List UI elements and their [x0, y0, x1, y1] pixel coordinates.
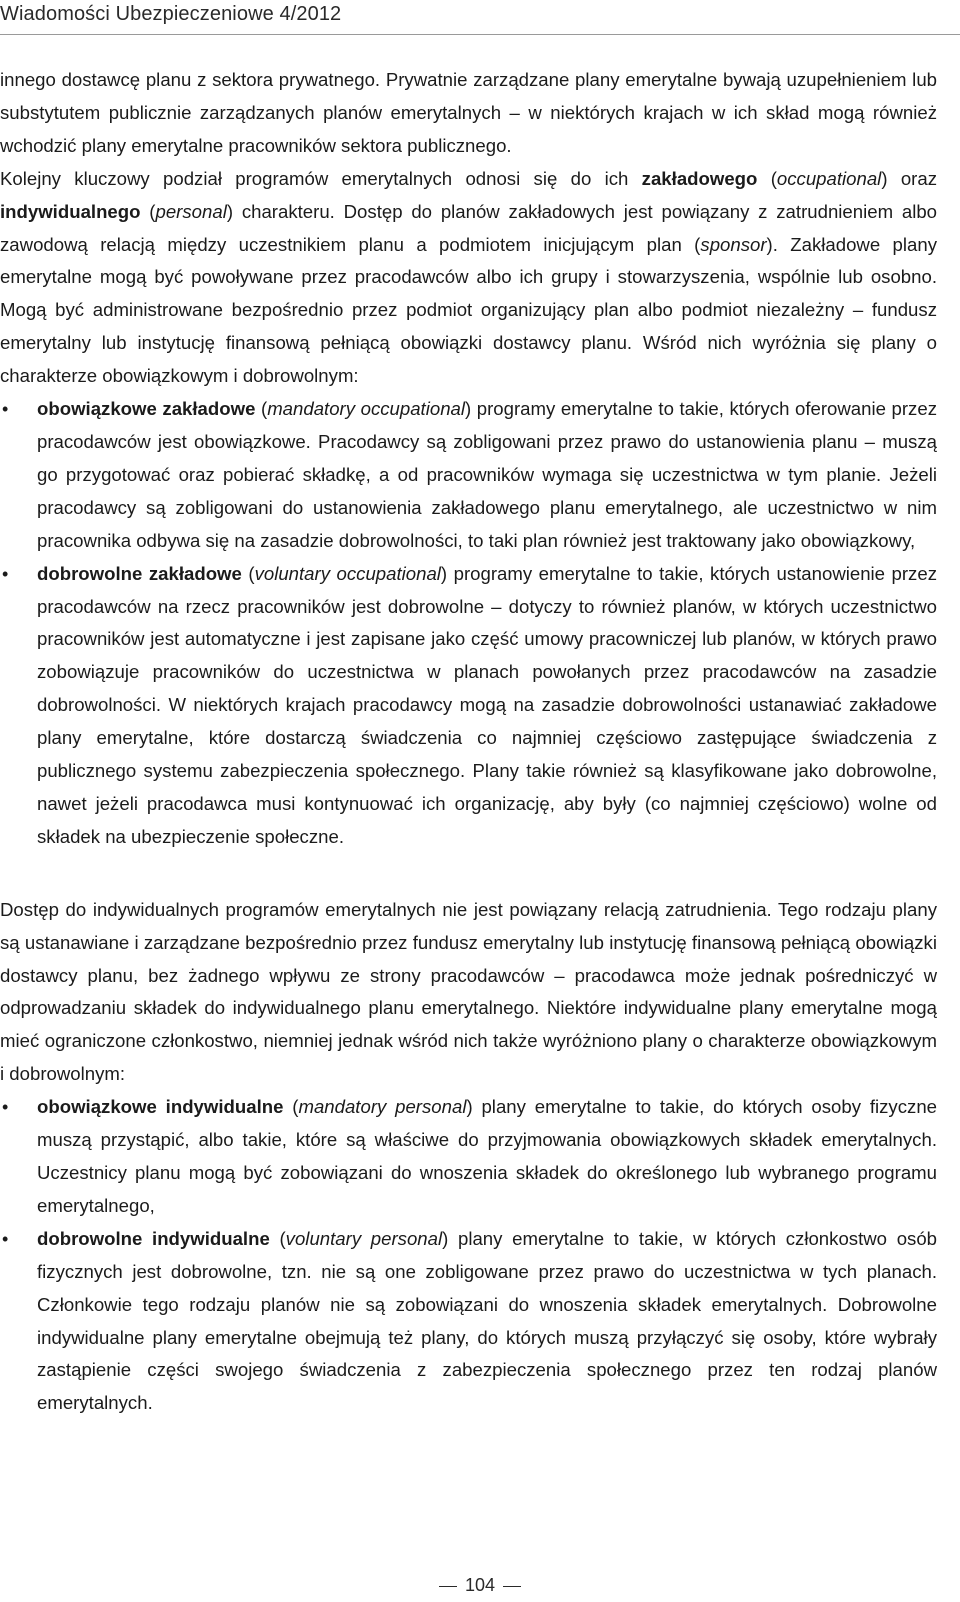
list-item-text: ) programy emerytalne to takie, których ustanowienie przez pracodawców na rzecz pracowników jest dobrowolne – dotyczy to również planów, w których uczestnictwo pracowników jest automatyczne i jest zapisane jako część umowy pracowniczej lub planów, w których prawo zobowiązuje pracowników do uczestnictwa w planach powołanych przez pracodawców na zasadzie dobrowolności. W niektórych krajach pracodawcy mogą na zasadzie dobrowolności ustanawiać zakładowe plany emerytalne, które dostarczą świadczenia co najmniej częściowo zastępujące świadczenia z publicznego systemu zabezpieczenia społecznego. Plany takie również są klasyfikowane jako dobrowolne, nawet jeżeli pracodawca musi kontynuować ich organizację, aby były (co najmniej częściowo) wolne od składek na ubezpieczenie społeczne.	[37, 562, 937, 847]
list-item-term-english: voluntary personal	[285, 1227, 443, 1249]
list-item-mandatory-occupational	[0, 393, 937, 558]
bullet-icon: •	[2, 1228, 9, 1249]
page-body	[0, 64, 937, 1420]
bullet-icon: •	[2, 1097, 9, 1118]
paragraph-intro: innego dostawcę planu z sektora prywatnego. Prywatnie zarządzane plany emerytalne bywają uzupełnieniem lub substytutem publicznie zarządzanych planów emerytalnych – w niektórych krajach w ich skład mogą również wchodzić plany emerytalne pracowników sektora publicznego.	[0, 69, 937, 156]
list-item-term: dobrowolne zakładowe	[37, 562, 242, 584]
text-run: (	[283, 1096, 299, 1118]
text-run: ). Zakładowe plany emerytalne mogą być powoływane przez pracodawców albo ich grupy i stowarzyszenia, wspólnie lub osobno. Mogą być administrowane bezpośrednio przez podmiot organizujący plan albo podmiot niezależny – fundusz emerytalny lub instytucję finansową pełniącą obowiązki dostawcy planu. Wśród nich wyróżnia się plany o charakterze obowiązkowym i dobrowolnym:	[0, 233, 938, 387]
list-item-term: obowiązkowe indywidualne	[37, 1096, 284, 1118]
text-run: Kolejny kluczowy podział programów emerytalnych odnosi się do ich	[0, 167, 642, 189]
list-item-mandatory-personal	[0, 1091, 937, 1223]
text-run: (	[255, 398, 268, 420]
list-item-term: dobrowolne indywidualne	[37, 1227, 270, 1249]
text-run: ) oraz	[881, 167, 937, 189]
list-item-text: ) programy emerytalne to takie, których oferowanie przez pracodawców jest obowiązkowe. Pracodawcy są zobligowani przez prawo do ustanowienia planu – muszą go przygotować oraz pobierać składkę, a od pracowników wymaga się uczestnictwa w tym planie. Jeżeli pracodawcy są zobligowani do ustanowienia zakładowego planu emerytalnego, ale uczestnictwo w nim pracownika odbywa się na zasadzie dobrowolności, to taki plan również jest traktowany jako obowiązkowy,	[37, 398, 937, 551]
text-run: (	[140, 200, 156, 222]
journal-title: Wiadomości Ubezpieczeniowe 4/2012	[0, 3, 342, 25]
text-run: (	[241, 562, 255, 584]
page-number: 104	[464, 1575, 496, 1595]
term-sponsor-english: sponsor	[700, 233, 767, 255]
occupational-types-list	[0, 393, 937, 854]
list-item-text: ) plany emerytalne to takie, do których osoby fizyczne muszą przystąpić, albo takie, które są właściwe do przyjmowania obowiązkowych składek emerytalnych. Uczestnicy planu mogą być zobowiązani do wnoszenia składek do określonego lub wybranego programu emerytalnego,	[37, 1096, 937, 1216]
term-individual-bold: indywidualnego	[0, 200, 141, 222]
footer-dash-right	[503, 1586, 521, 1587]
list-item-text: ) plany emerytalne to takie, w których członkostwo osób fizycznych jest dobrowolne, tzn. nie są one zobligowane przez prawo do uczestnictwa w tych planach. Członkowie tego rodzaju planów nie są zobowiązani do wnoszenia składek emerytalnych. Dobrowolne indywidualne plany emerytalne obejmują też plany, do których muszą przyłączyć się osoby, które wybrały zastąpienie części swojego świadczenia z zabezpieczenia społecznego przez ten rodzaj planów emerytalnych.	[37, 1227, 938, 1414]
page-header	[0, 0, 960, 35]
list-item-voluntary-personal	[0, 1223, 937, 1420]
list-item-term-english: mandatory occupational	[267, 398, 466, 420]
bullet-icon: •	[2, 563, 9, 584]
bullet-icon: •	[2, 399, 9, 420]
list-item-voluntary-occupational	[0, 558, 937, 854]
text-run: (	[269, 1227, 286, 1249]
list-item-term-english: mandatory personal	[298, 1096, 467, 1118]
term-occupational-bold: zakładowego	[641, 167, 758, 189]
section-gap	[0, 854, 937, 894]
text-run: (	[757, 167, 777, 189]
list-item-term: obowiązkowe zakładowe	[37, 398, 256, 420]
paragraph-occupational-personal	[0, 163, 937, 393]
list-item-term-english: voluntary occupational	[254, 562, 441, 584]
footer-dash-left	[439, 1586, 457, 1587]
paragraph-individual: Dostęp do indywidualnych programów emerytalnych nie jest powiązany relacją zatrudnienia. Tego rodzaju plany są ustanawiane i zarządzane bezpośrednio przez fundusz emerytalny lub instytucję finansową pełniącą obowiązki dostawcy planu, bez żadnego wpływu ze strony pracodawców – pracodawca może jednak pośredniczyć w odprowadzaniu składek do indywidualnego planu emerytalnego. Niektóre indywidualne plany emerytalne mogą mieć ograniczone członkostwo, niemniej jednak wśród nich także wyróżniono plany o charakterze obowiązkowym i dobrowolnym:	[0, 898, 937, 1085]
term-personal-english: personal	[155, 200, 227, 222]
individual-types-list	[0, 1091, 937, 1420]
term-occupational-english: occupational	[776, 167, 882, 189]
text-run: ) charakteru. Dostęp do planów zakładowych jest powiązany z zatrudnieniem albo zawodową relacją między uczestnikiem planu a podmiotem inicjującym plan (	[0, 200, 938, 255]
page-footer	[0, 1574, 960, 1596]
